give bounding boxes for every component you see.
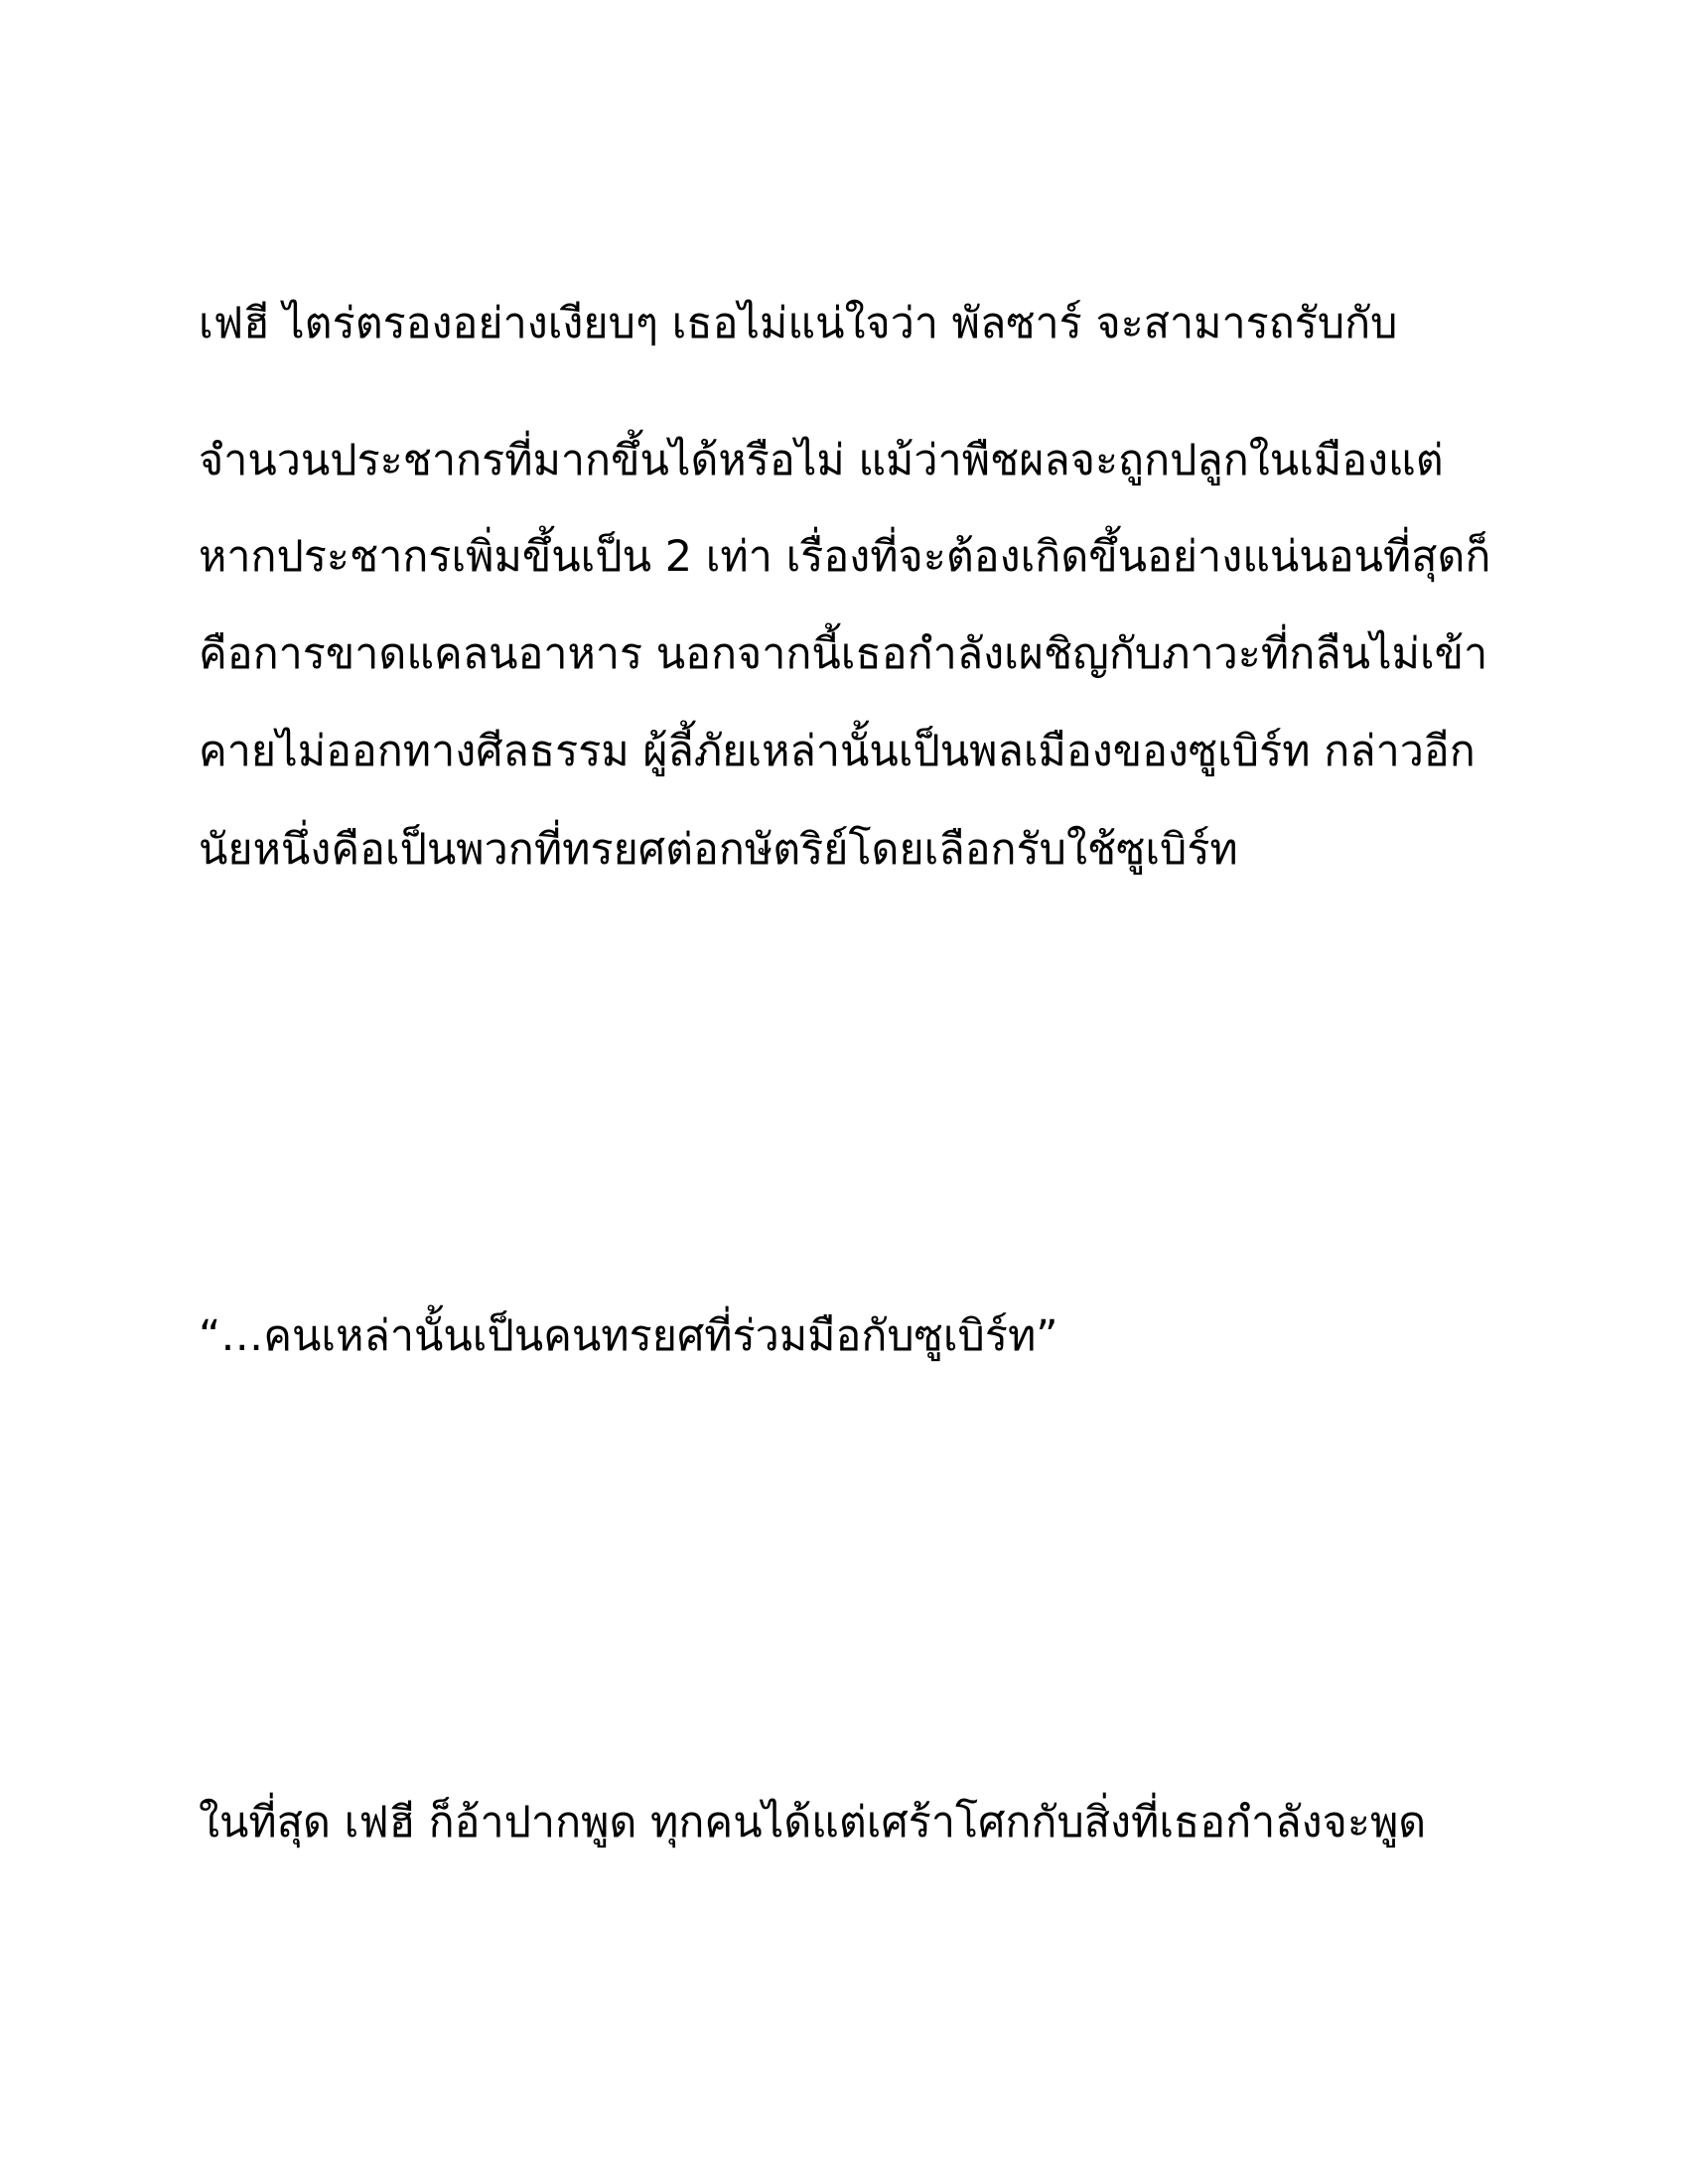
paragraph-line: หากประชากรเพิ่มขึ้นเป็น 2 เท่า เรื่องที่จะต้องเกิดขึ้นอย่างแน่นอนที่สุดก็: [199, 532, 1491, 582]
paragraph-line: เฟฮี ไตร่ตรองอย่างเงียบๆ เธอไม่แน่ใจว่า พัลซาร์ จะสามารถรับกับ: [199, 299, 1398, 348]
paragraph-line: คือการขาดแคลนอาหาร นอกจากนี้เธอกำลังเผชิญกับภาวะที่กลืนไม่เข้า: [199, 629, 1488, 679]
paragraph-line: คายไม่ออกทางศีลธรรม ผู้ลี้ภัยเหล่านั้นเป็นพลเมืองของซูเบิร์ท กล่าวอีก: [199, 727, 1476, 776]
paragraph-line: นัยหนึ่งคือเป็นพวกที่ทรยศต่อกษัตริย์โดยเลือกรับใช้ซูเบิร์ท: [199, 825, 1238, 875]
dialogue-quote: “…คนเหล่านั้นเป็นคนทรยศที่ร่วมมือกับซูเบิร์ท”: [199, 1311, 1058, 1361]
closing-sentence: ในที่สุด เฟฮี ก็อ้าปากพูด ทุกคนได้แต่เศร้าโศกกับสิ่งที่เธอกำลังจะพูด: [199, 1798, 1427, 1847]
paragraph-line: จำนวนประชากรที่มากขึ้นได้หรือไม่ แม้ว่าพืชผลจะถูกปลูกในเมืองแต่: [199, 436, 1444, 485]
